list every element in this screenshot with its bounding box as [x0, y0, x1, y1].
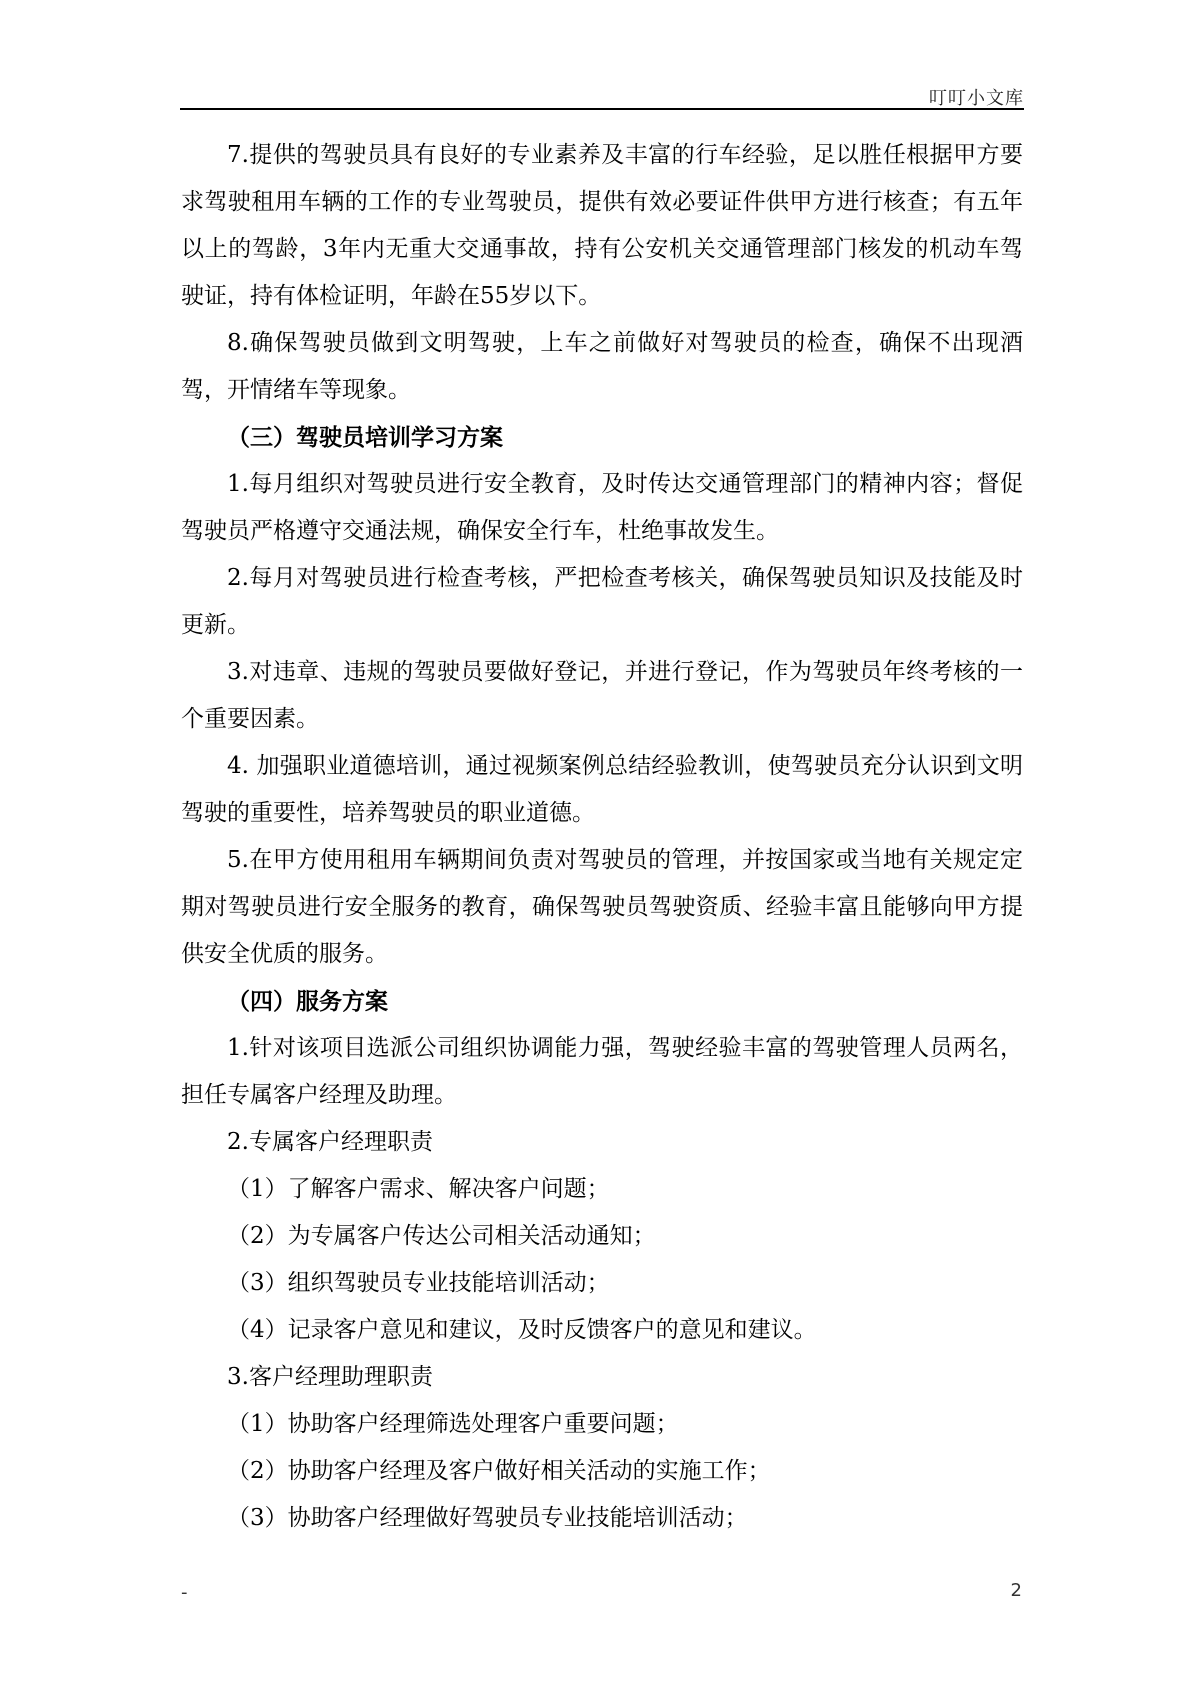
training-item-5: 5.在甲方使用租用车辆期间负责对驾驶员的管理，并按国家或当地有关规定定期对驾驶员进行安全服务的教育，确保驾驶员驾驶资质、经验丰富且能够向甲方提供安全优质的服务。 — [181, 847, 1023, 967]
footer-dash: - — [181, 1582, 188, 1603]
manager-duty-3: （3）组织驾驶员专业技能培训活动； — [227, 1270, 610, 1296]
training-item-2: 2.每月对驾驶员进行检查考核，严把检查考核关，确保驾驶员知识及技能及时更新。 — [181, 565, 1023, 638]
section-heading-service: （四）服务方案 — [227, 988, 388, 1015]
training-item-4: 4. 加强职业道德培训，通过视频案例总结经验教训，使驾驶员充分认识到文明驾驶的重要性，培养驾驶员的职业道德。 — [181, 753, 1023, 826]
page-number: 2 — [1010, 1580, 1022, 1601]
manager-duty-1: （1）了解客户需求、解决客户问题； — [227, 1176, 610, 1202]
header-divider — [180, 108, 1024, 110]
manager-duty-2: （2）为专属客户传达公司相关活动通知； — [227, 1223, 656, 1249]
training-item-1: 1.每月组织对驾驶员进行安全教育，及时传达交通管理部门的精神内容；督促驾驶员严格遵守交通法规，确保安全行车，杜绝事故发生。 — [181, 471, 1023, 544]
paragraph-8-civilized-driving: 8.确保驾驶员做到文明驾驶，上车之前做好对驾驶员的检查，确保不出现酒驾，开情绪车等现象。 — [181, 330, 1023, 403]
paragraph-7-driver-requirements: 7.提供的驾驶员具有良好的专业素养及丰富的行车经验，足以胜任根据甲方要求驾驶租用车辆的工作的专业驾驶员，提供有效必要证件供甲方进行核查；有五年以上的驾龄，3年内无重大交通事故，持有公安机关交通管理部门核发的机动车驾驶证，持有体检证明，年龄在55岁以下。 — [181, 142, 1023, 309]
training-item-3: 3.对违章、违规的驾驶员要做好登记，并进行登记，作为驾驶员年终考核的一个重要因素。 — [181, 659, 1023, 732]
header-title: 叮叮小文库 — [929, 88, 1024, 109]
manager-duty-4: （4）记录客户意见和建议，及时反馈客户的意见和建议。 — [227, 1317, 817, 1343]
service-item-2-heading: 2.专属客户经理职责 — [227, 1129, 433, 1155]
assistant-duty-3: （3）协助客户经理做好驾驶员专业技能培训活动； — [227, 1505, 748, 1531]
assistant-duty-1: （1）协助客户经理筛选处理客户重要问题； — [227, 1411, 679, 1437]
service-item-1: 1.针对该项目选派公司组织协调能力强，驾驶经验丰富的驾驶管理人员两名，担任专属客户经理及助理。 — [181, 1035, 1023, 1108]
assistant-duty-2: （2）协助客户经理及客户做好相关活动的实施工作； — [227, 1458, 771, 1484]
section-heading-training: （三）驾驶员培训学习方案 — [227, 424, 503, 451]
document-body — [181, 132, 1023, 1542]
service-item-3-heading: 3.客户经理助理职责 — [227, 1364, 433, 1390]
